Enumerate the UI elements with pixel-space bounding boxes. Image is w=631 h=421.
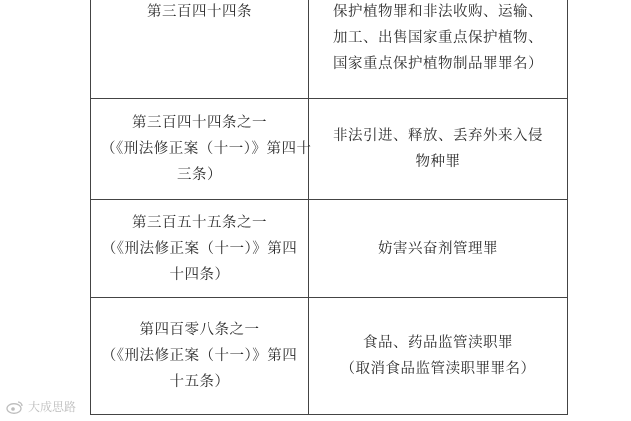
watermark-text: 大成思路 [28, 400, 77, 414]
crime-name-text: 物种罪 [415, 154, 461, 170]
watermark [6, 398, 76, 415]
article-cell [91, 0, 309, 99]
crime-name-text: （取消食品监管渎职罪罪名） [340, 361, 536, 377]
table-row [91, 0, 568, 99]
article-text: 第四百零八条之一 [139, 322, 260, 338]
article-text: 十五条） [169, 374, 230, 390]
article-text: 十四条） [169, 266, 230, 283]
article-text: 第三百四十四条之一 [132, 115, 267, 131]
crime-name-cell [309, 99, 568, 200]
crime-name-text: 加工、出售国家重点保护植物、 [333, 30, 543, 46]
article-cell [91, 298, 309, 415]
article-text: 第三百五十五条之一 [132, 214, 267, 231]
article-cell [91, 200, 309, 298]
crime-name-text: 妨害兴奋剂管理罪 [378, 240, 498, 257]
crime-name-text: 非法引进、释放、丢弃外来入侵 [333, 128, 543, 144]
crime-name-text: 国家重点保护植物制品罪罪名） [333, 56, 543, 72]
crime-name-cell [309, 0, 568, 99]
crime-name-cell [309, 298, 568, 415]
crime-name-cell [309, 200, 568, 298]
article-text: 三条） [177, 167, 222, 183]
table-row [91, 200, 568, 298]
weibo-logo-icon [6, 400, 24, 414]
table-row [91, 99, 568, 200]
table-row [91, 298, 568, 415]
article-text: 第三百四十四条 [147, 4, 252, 20]
article-text: （《刑法修正案（十一）》第四 [101, 348, 298, 364]
crime-articles-table [90, 0, 568, 415]
article-cell [91, 99, 312, 200]
crime-name-text: 保护植物罪和非法收购、运输、 [333, 4, 543, 20]
article-text: （《刑法修正案（十一）》第四十 [101, 141, 312, 157]
crime-name-text: 食品、药品监管渎职罪 [363, 335, 513, 351]
article-text: （《刑法修正案（十一）》第四 [101, 240, 298, 257]
